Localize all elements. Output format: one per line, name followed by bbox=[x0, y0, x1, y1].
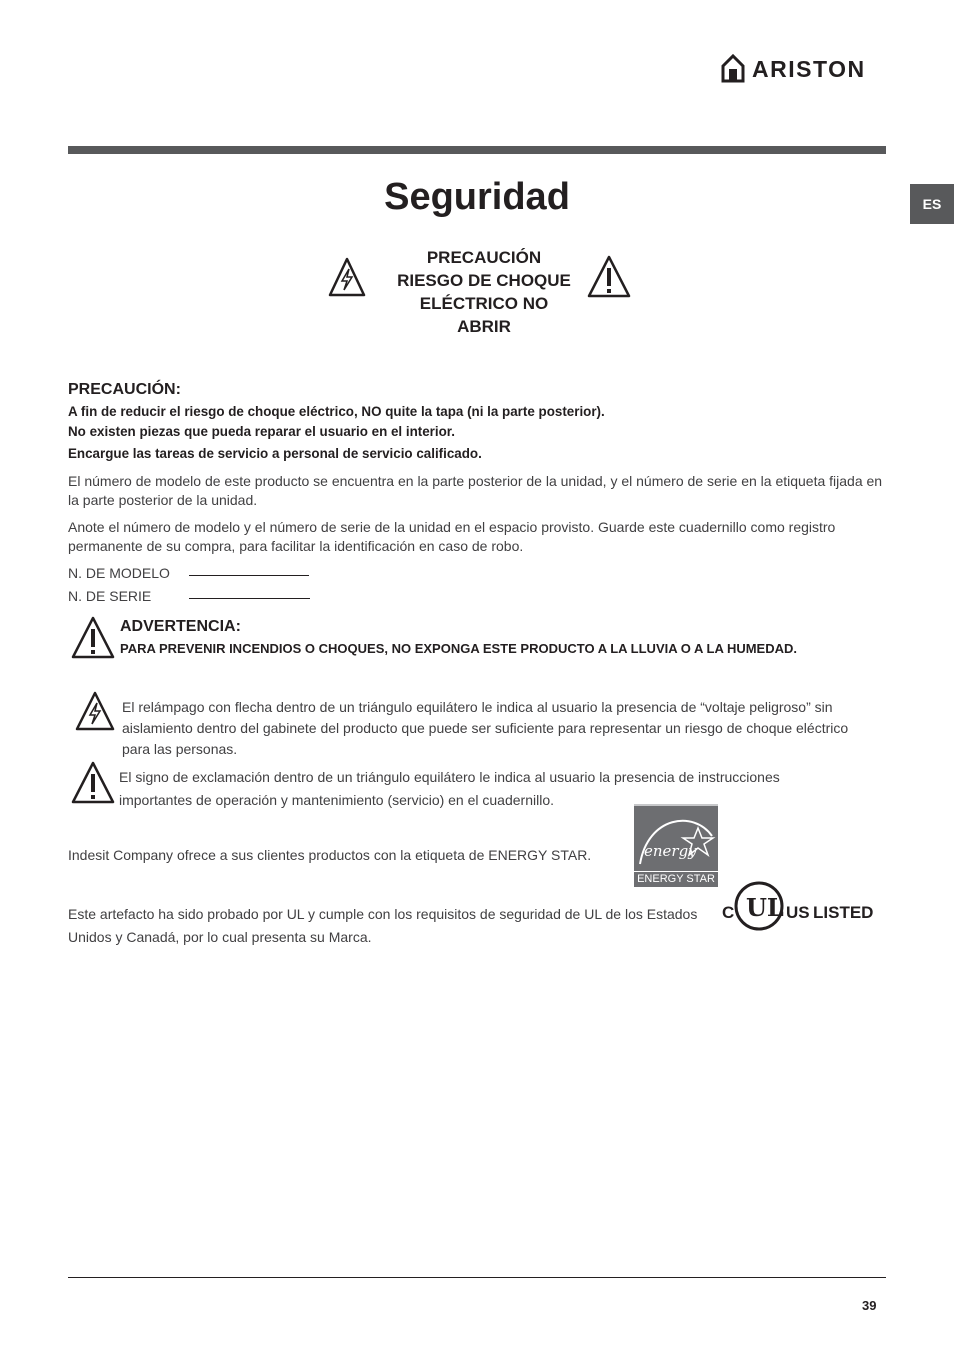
precaution-line-2: No existen piezas que pueda reparar el usuario en el interior. bbox=[68, 424, 455, 439]
model-location-paragraph: El número de modelo de este producto se encuentra en la parte posterior de la unidad, y el número de serie en la etiqueta fijada en la parte posterior de la unidad. bbox=[68, 473, 883, 508]
ul-us-letters: US bbox=[786, 903, 810, 922]
model-number-line[interactable] bbox=[189, 575, 309, 576]
brand-name: ARISTON bbox=[752, 56, 866, 82]
ul-circle-icon bbox=[734, 878, 784, 934]
caution-line-4: ABRIR bbox=[457, 317, 511, 336]
serial-number-line[interactable] bbox=[189, 598, 310, 599]
house-icon bbox=[720, 54, 750, 84]
model-number-label: N. DE MODELO bbox=[68, 565, 170, 581]
energy-star-logo bbox=[634, 804, 718, 887]
warning-exclamation-icon bbox=[70, 615, 116, 661]
ul-listed-text: LISTED bbox=[813, 903, 874, 922]
lightning-triangle-icon bbox=[74, 690, 116, 732]
energy-star-icon bbox=[634, 806, 718, 872]
caution-label bbox=[380, 246, 588, 338]
ul-c-letter: C bbox=[722, 903, 735, 922]
caution-line-2: RIESGO DE CHOQUE bbox=[397, 271, 571, 290]
warning-heading: ADVERTENCIA: bbox=[120, 618, 241, 635]
caution-line-3: ELÉCTRICO NO bbox=[419, 294, 549, 313]
ul-text: Este artefacto ha sido probado por UL y cumple con los requisitos de seguridad de UL de los Estados Unidos y Canadá, por lo cual presenta su Marca. bbox=[68, 906, 698, 945]
page-number: 39 bbox=[862, 1298, 877, 1313]
ul-listed-mark bbox=[720, 877, 874, 937]
exclamation-triangle-icon bbox=[70, 760, 116, 806]
bottom-rule bbox=[68, 1277, 886, 1278]
page-title: Seguridad bbox=[384, 176, 570, 218]
precaution-line-1: A fin de reducir el riesgo de choque eléctrico, NO quite la tapa (ni la parte posterior). bbox=[68, 404, 605, 419]
top-rule bbox=[68, 146, 886, 154]
ul-letters: UL bbox=[746, 893, 784, 922]
energy-star-label: ENERGY STAR bbox=[634, 871, 718, 887]
energy-script-text: energy bbox=[644, 842, 697, 860]
language-tab[interactable]: ES bbox=[910, 184, 954, 224]
lightning-warning-icon bbox=[327, 256, 367, 298]
serial-number-label: N. DE SERIE bbox=[68, 588, 152, 604]
precaution-heading: PRECAUCIÓN: bbox=[68, 381, 181, 398]
caution-line-1: PRECAUCIÓN bbox=[426, 248, 542, 267]
warning-text: PARA PREVENIR INCENDIOS O CHOQUES, NO EXPONGA ESTE PRODUCTO A LA LLUVIA O A LA HUMEDAD. bbox=[120, 641, 798, 656]
precaution-line-3: Encargue las tareas de servicio a personal de servicio calificado. bbox=[68, 446, 482, 461]
record-paragraph: Anote el número de modelo y el número de serie de la unidad en el espacio provisto. Guarde este cuadernillo como registro permanente de su compra, para facilitar la identificación en caso de robo. bbox=[68, 519, 836, 554]
energy-star-text: Indesit Company ofrece a sus clientes productos con la etiqueta de ENERGY STAR. bbox=[68, 847, 592, 863]
exclamation-explanation: El signo de exclamación dentro de un triángulo equilátero le indica al usuario la presencia de instrucciones importantes de operación y mantenimiento (servicio) en el cuadernillo. bbox=[119, 769, 780, 808]
exclamation-warning-icon bbox=[586, 254, 632, 300]
lightning-explanation: El relámpago con flecha dentro de un triángulo equilátero le indica al usuario la presencia de “voltaje peligroso” sin aislamiento dentro del gabinete del producto que puede ser suficiente para representar un riesgo de choque eléctrico para las personas. bbox=[122, 699, 849, 757]
